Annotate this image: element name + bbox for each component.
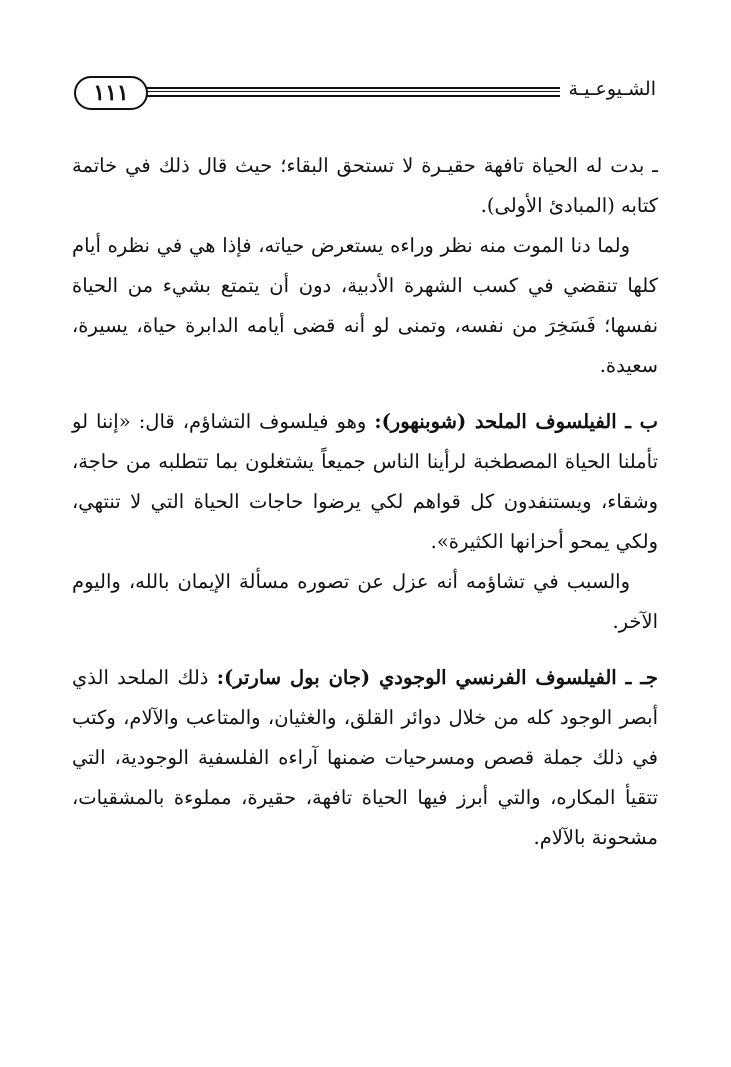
paragraph-pessimism-cause	[72, 562, 658, 642]
paragraph-text: ذلك الملحد الذي أبصر الوجود كله من خلال دوائر القلق، والغثيان، والمتاعب والآلام، وكتب في ذلك جملة قصص ومسرحيات ضمنها آراءه الفلسفية الوجودية، التي تتقيأ المكاره، والتي أبرز فيها الحياة تافهة، حقيرة، مملوءة بالمشقيات، مشحونة بالآلام.	[72, 666, 658, 849]
paragraph-schopenhauer	[72, 402, 658, 562]
section-heading: جـ ـ الفيلسوف الفرنسي الوجودي (جان بول سارتر):	[216, 666, 658, 689]
page-number: ١١١	[74, 76, 148, 110]
paragraph-text: والسبب في تشاؤمه أنه عزل عن تصوره مسألة الإيمان بالله، واليوم الآخر.	[72, 570, 658, 633]
paragraph-text: ـ بدت له الحياة تافهة حقيـرة لا تستحق البقاء؛ حيث قال ذلك في خاتمة كتابه (المبادئ الأولى).	[72, 154, 658, 217]
paragraph-sartre	[72, 658, 658, 858]
paragraph-spencer-end	[72, 146, 658, 226]
running-title: الشـيوعـيـة	[568, 78, 656, 100]
paragraph-text: ولما دنا الموت منه نظر وراءه يستعرض حياته، فإذا هي في نظره أيام كلها تنقضي في كسب الشهرة الأدبية، دون أن يتمتع بشيء من الحياة نفسها؛ فَسَخِرَ من نفسه، وتمنى لو أنه قضى أيامه الدابرة حياة، يسيرة، سعيدة.	[72, 234, 658, 377]
header-rule	[144, 87, 560, 97]
page-header	[74, 76, 656, 112]
body-text	[72, 146, 658, 858]
paragraph-spencer-death	[72, 226, 658, 386]
section-heading: ب ـ الفيلسوف الملحد (شوبنهور):	[374, 410, 658, 433]
paragraph-text: وهو فيلسوف التشاؤم، قال: «إننا لو تأملنا الحياة المصطخبة لرأينا الناس جميعاً يشتغلون بما تتطلبه من حاجة، وشقاء، ويستنفدون كل قواهم لكي يرضوا حاجات الحياة التي لا تنتهي، ولكي يمحو أحزانها الكثيرة».	[72, 410, 658, 553]
